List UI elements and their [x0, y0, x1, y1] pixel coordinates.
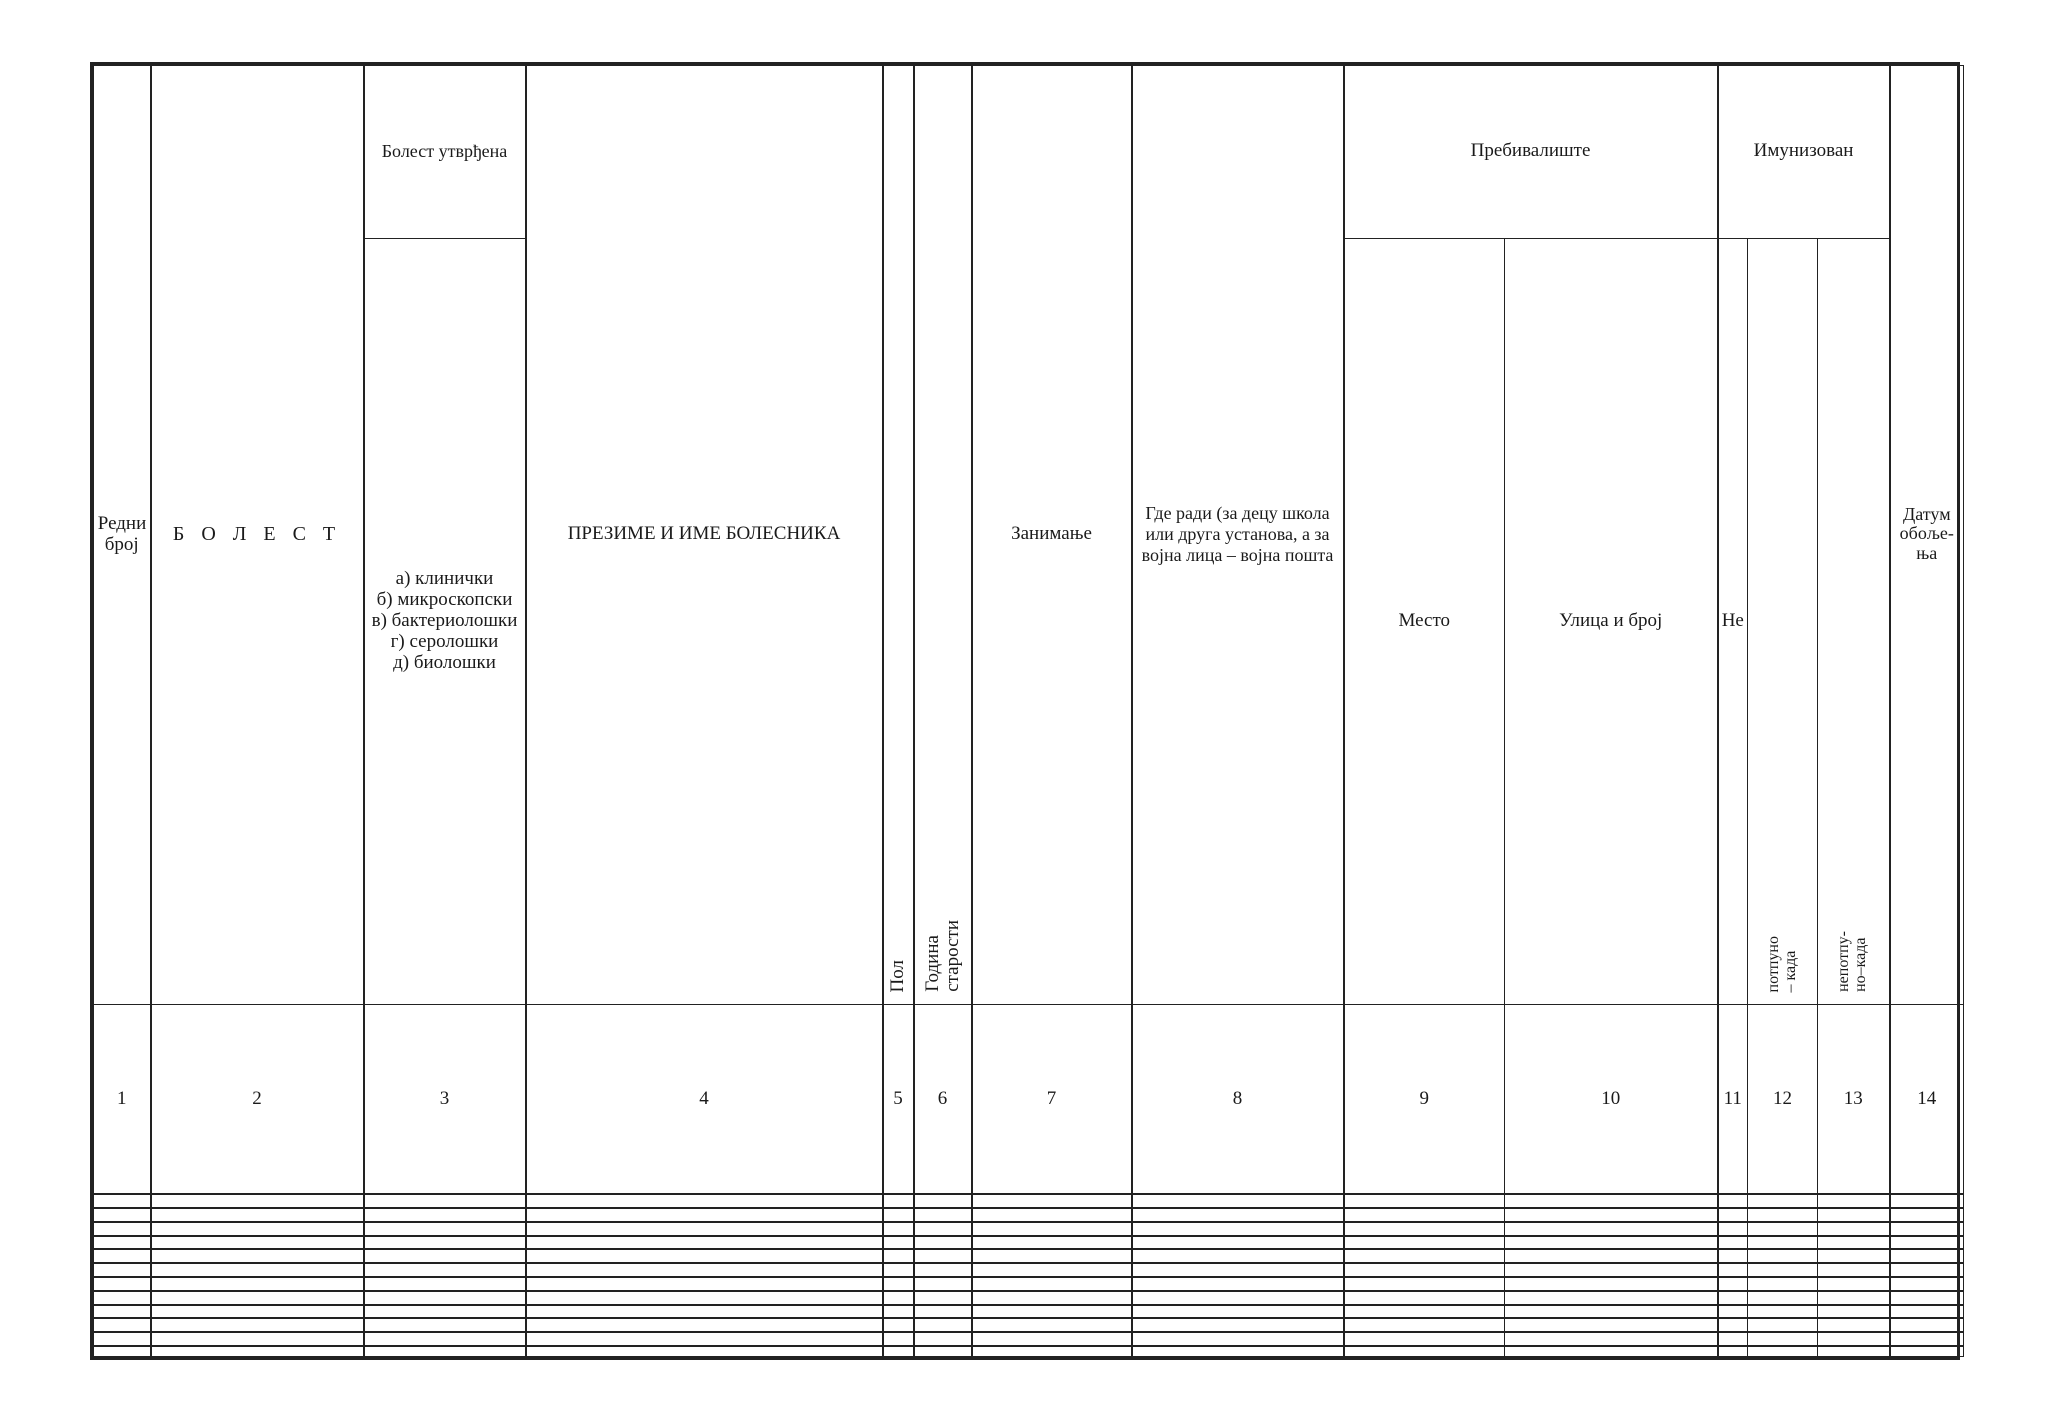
table-row: [94, 1305, 1964, 1319]
cell-place[interactable]: [1344, 1332, 1505, 1346]
cell-street-number[interactable]: [1505, 1305, 1718, 1319]
cell-fully-immunized[interactable]: [1748, 1208, 1818, 1222]
cell-not-immunized[interactable]: [1718, 1346, 1748, 1356]
cell-workplace[interactable]: [1132, 1346, 1344, 1356]
cell-ordinal[interactable]: [94, 1346, 151, 1356]
cell-place[interactable]: [1344, 1222, 1505, 1236]
cell-disease[interactable]: [151, 1208, 364, 1222]
cell-place[interactable]: [1344, 1291, 1505, 1305]
cell-age[interactable]: [914, 1291, 972, 1305]
cell-partially-immunized[interactable]: [1818, 1318, 1890, 1332]
cell-sex[interactable]: [883, 1222, 914, 1236]
cell-partially-immunized[interactable]: [1818, 1332, 1890, 1346]
cell-sex[interactable]: [883, 1318, 914, 1332]
cell-onset-date[interactable]: [1890, 1346, 1964, 1356]
cell-not-immunized[interactable]: [1718, 1222, 1748, 1236]
cell-confirmed-by[interactable]: [364, 1332, 526, 1346]
cell-workplace[interactable]: [1132, 1263, 1344, 1277]
cell-not-immunized[interactable]: [1718, 1291, 1748, 1305]
cell-street-number[interactable]: [1505, 1236, 1718, 1250]
cell-confirmed-by[interactable]: [364, 1236, 526, 1250]
cell-patient-name[interactable]: [526, 1236, 883, 1250]
cell-confirmed-by[interactable]: [364, 1208, 526, 1222]
disease-register-form: [90, 62, 1960, 1360]
cell-not-immunized[interactable]: [1718, 1305, 1748, 1319]
cell-age[interactable]: [914, 1194, 972, 1208]
cell-ordinal[interactable]: [94, 1277, 151, 1291]
column-number: 6: [914, 1004, 972, 1194]
cell-sex[interactable]: [883, 1346, 914, 1356]
cell-partially-immunized[interactable]: [1818, 1346, 1890, 1356]
cell-patient-name[interactable]: [526, 1346, 883, 1356]
table-row: [94, 1263, 1964, 1277]
cell-not-immunized[interactable]: [1718, 1318, 1748, 1332]
cell-onset-date[interactable]: [1890, 1277, 1964, 1291]
cell-onset-date[interactable]: [1890, 1291, 1964, 1305]
cell-onset-date[interactable]: [1890, 1305, 1964, 1319]
cell-place[interactable]: [1344, 1277, 1505, 1291]
cell-sex[interactable]: [883, 1277, 914, 1291]
header-patient-name: ПРЕЗИМЕ И ИМЕ БОЛЕСНИКА: [526, 66, 883, 1005]
cell-partially-immunized[interactable]: [1818, 1194, 1890, 1208]
header-street-number: Улица и број: [1505, 238, 1718, 1004]
cell-confirmed-by[interactable]: [364, 1249, 526, 1263]
method-biological: д) биолошки: [393, 651, 496, 673]
cell-not-immunized[interactable]: [1718, 1208, 1748, 1222]
column-number: 8: [1132, 1004, 1344, 1194]
cell-place[interactable]: [1344, 1249, 1505, 1263]
cell-street-number[interactable]: [1505, 1291, 1718, 1305]
table-row: [94, 1236, 1964, 1250]
cell-onset-date[interactable]: [1890, 1222, 1964, 1236]
cell-not-immunized[interactable]: [1718, 1194, 1748, 1208]
cell-age[interactable]: [914, 1236, 972, 1250]
cell-ordinal[interactable]: [94, 1194, 151, 1208]
cell-confirmed-by[interactable]: [364, 1318, 526, 1332]
cell-disease[interactable]: [151, 1318, 364, 1332]
cell-disease[interactable]: [151, 1249, 364, 1263]
cell-not-immunized[interactable]: [1718, 1277, 1748, 1291]
header-ordinal-number: Редни број: [94, 66, 151, 1005]
method-clinical: а) клинички: [395, 568, 494, 589]
cell-workplace[interactable]: [1132, 1194, 1344, 1208]
method-microscopic: б) микроскопски: [376, 588, 513, 610]
cell-occupation[interactable]: [972, 1263, 1132, 1277]
cell-occupation[interactable]: [972, 1305, 1132, 1319]
cell-patient-name[interactable]: [526, 1208, 883, 1222]
cell-street-number[interactable]: [1505, 1318, 1718, 1332]
column-number: 4: [526, 1004, 883, 1194]
header-not-immunized: Не: [1718, 238, 1748, 1004]
column-number: 10: [1505, 1004, 1718, 1194]
cell-not-immunized[interactable]: [1718, 1263, 1748, 1277]
cell-ordinal[interactable]: [94, 1291, 151, 1305]
cell-disease[interactable]: [151, 1346, 364, 1356]
method-bacteriological: в) бактериолошки: [371, 609, 518, 631]
cell-street-number[interactable]: [1505, 1194, 1718, 1208]
table-row: [94, 1277, 1964, 1291]
cell-workplace[interactable]: [1132, 1222, 1344, 1236]
cell-disease[interactable]: [151, 1332, 364, 1346]
cell-ordinal[interactable]: [94, 1263, 151, 1277]
cell-street-number[interactable]: [1505, 1222, 1718, 1236]
cell-ordinal[interactable]: [94, 1208, 151, 1222]
cell-patient-name[interactable]: [526, 1277, 883, 1291]
cell-workplace[interactable]: [1132, 1318, 1344, 1332]
cell-street-number[interactable]: [1505, 1277, 1718, 1291]
cell-occupation[interactable]: [972, 1346, 1132, 1356]
cell-street-number[interactable]: [1505, 1263, 1718, 1277]
cell-place[interactable]: [1344, 1263, 1505, 1277]
cell-confirmed-by[interactable]: [364, 1222, 526, 1236]
cell-partially-immunized[interactable]: [1818, 1291, 1890, 1305]
column-number: 2: [151, 1004, 364, 1194]
cell-age[interactable]: [914, 1249, 972, 1263]
cell-sex[interactable]: [883, 1194, 914, 1208]
cell-confirmed-by[interactable]: [364, 1291, 526, 1305]
cell-place[interactable]: [1344, 1305, 1505, 1319]
cell-confirmed-by[interactable]: [364, 1305, 526, 1319]
column-number: 5: [883, 1004, 914, 1194]
cell-age[interactable]: [914, 1263, 972, 1277]
header-partially-immunized: непотпу- но–када: [1818, 238, 1890, 1004]
cell-occupation[interactable]: [972, 1277, 1132, 1291]
cell-age[interactable]: [914, 1318, 972, 1332]
cell-confirmed-by[interactable]: [364, 1194, 526, 1208]
cell-partially-immunized[interactable]: [1818, 1277, 1890, 1291]
cell-ordinal[interactable]: [94, 1332, 151, 1346]
register-table: [93, 65, 1964, 1357]
cell-occupation[interactable]: [972, 1249, 1132, 1263]
header-residence-group: Пребивалиште: [1344, 66, 1718, 239]
cell-street-number[interactable]: [1505, 1346, 1718, 1356]
cell-occupation[interactable]: [972, 1291, 1132, 1305]
table-row: [94, 1194, 1964, 1208]
column-number: 12: [1748, 1004, 1818, 1194]
cell-place[interactable]: [1344, 1208, 1505, 1222]
cell-occupation[interactable]: [972, 1194, 1132, 1208]
header-immunized-group: Имунизован: [1718, 66, 1890, 239]
cell-workplace[interactable]: [1132, 1208, 1344, 1222]
column-number: 11: [1718, 1004, 1748, 1194]
cell-not-immunized[interactable]: [1718, 1249, 1748, 1263]
cell-fully-immunized[interactable]: [1748, 1291, 1818, 1305]
cell-fully-immunized[interactable]: [1748, 1194, 1818, 1208]
cell-occupation[interactable]: [972, 1332, 1132, 1346]
cell-age[interactable]: [914, 1208, 972, 1222]
cell-partially-immunized[interactable]: [1818, 1305, 1890, 1319]
cell-not-immunized[interactable]: [1718, 1236, 1748, 1250]
cell-fully-immunized[interactable]: [1748, 1263, 1818, 1277]
column-number: 1: [94, 1004, 151, 1194]
cell-place[interactable]: [1344, 1194, 1505, 1208]
cell-age[interactable]: [914, 1277, 972, 1291]
cell-place[interactable]: [1344, 1346, 1505, 1356]
table-row: [94, 1208, 1964, 1222]
cell-disease[interactable]: [151, 1291, 364, 1305]
cell-fully-immunized[interactable]: [1748, 1305, 1818, 1319]
cell-fully-immunized[interactable]: [1748, 1318, 1818, 1332]
cell-disease[interactable]: [151, 1277, 364, 1291]
cell-fully-immunized[interactable]: [1748, 1332, 1818, 1346]
header-confirmation-methods: [364, 238, 526, 1004]
table-row: [94, 1249, 1964, 1263]
cell-workplace[interactable]: [1132, 1236, 1344, 1250]
cell-onset-date[interactable]: [1890, 1318, 1964, 1332]
cell-workplace[interactable]: [1132, 1305, 1344, 1319]
cell-disease[interactable]: [151, 1236, 364, 1250]
cell-occupation[interactable]: [972, 1236, 1132, 1250]
column-number: 7: [972, 1004, 1132, 1194]
cell-onset-date[interactable]: [1890, 1332, 1964, 1346]
table-row: [94, 1332, 1964, 1346]
header-workplace: Где ради (за децу школа или друга установа, а за војна лица – војна пошта: [1132, 66, 1344, 1005]
cell-age[interactable]: [914, 1222, 972, 1236]
cell-partially-immunized[interactable]: [1818, 1236, 1890, 1250]
cell-disease[interactable]: [151, 1305, 364, 1319]
cell-place[interactable]: [1344, 1236, 1505, 1250]
header-age: Година старости: [914, 66, 972, 1005]
cell-fully-immunized[interactable]: [1748, 1346, 1818, 1356]
cell-patient-name[interactable]: [526, 1194, 883, 1208]
cell-ordinal[interactable]: [94, 1222, 151, 1236]
cell-street-number[interactable]: [1505, 1208, 1718, 1222]
column-number-row: [94, 1004, 1964, 1194]
header-sex: Пол: [883, 66, 914, 1005]
cell-onset-date[interactable]: [1890, 1236, 1964, 1250]
cell-fully-immunized[interactable]: [1748, 1222, 1818, 1236]
cell-workplace[interactable]: [1132, 1277, 1344, 1291]
cell-patient-name[interactable]: [526, 1318, 883, 1332]
cell-disease[interactable]: [151, 1263, 364, 1277]
cell-age[interactable]: [914, 1346, 972, 1356]
cell-ordinal[interactable]: [94, 1305, 151, 1319]
column-number: 9: [1344, 1004, 1505, 1194]
cell-partially-immunized[interactable]: [1818, 1208, 1890, 1222]
cell-occupation[interactable]: [972, 1318, 1132, 1332]
cell-disease[interactable]: [151, 1222, 364, 1236]
cell-onset-date[interactable]: [1890, 1263, 1964, 1277]
cell-onset-date[interactable]: [1890, 1194, 1964, 1208]
cell-fully-immunized[interactable]: [1748, 1249, 1818, 1263]
header-disease-confirmed: Болест утврђена: [364, 66, 526, 239]
cell-confirmed-by[interactable]: [364, 1346, 526, 1356]
cell-confirmed-by[interactable]: [364, 1263, 526, 1277]
table-row: [94, 1222, 1964, 1236]
cell-disease[interactable]: [151, 1194, 364, 1208]
cell-sex[interactable]: [883, 1332, 914, 1346]
cell-ordinal[interactable]: [94, 1318, 151, 1332]
cell-sex[interactable]: [883, 1305, 914, 1319]
cell-partially-immunized[interactable]: [1818, 1263, 1890, 1277]
cell-ordinal[interactable]: [94, 1249, 151, 1263]
column-number: 3: [364, 1004, 526, 1194]
cell-onset-date[interactable]: [1890, 1249, 1964, 1263]
cell-fully-immunized[interactable]: [1748, 1236, 1818, 1250]
column-number: 14: [1890, 1004, 1964, 1194]
header-occupation: Занимање: [972, 66, 1132, 1005]
cell-not-immunized[interactable]: [1718, 1332, 1748, 1346]
cell-sex[interactable]: [883, 1263, 914, 1277]
cell-street-number[interactable]: [1505, 1332, 1718, 1346]
cell-place[interactable]: [1344, 1318, 1505, 1332]
column-number: 13: [1818, 1004, 1890, 1194]
header-onset-date: Датум обоље-ња: [1890, 66, 1964, 1005]
cell-sex[interactable]: [883, 1291, 914, 1305]
cell-workplace[interactable]: [1132, 1249, 1344, 1263]
cell-partially-immunized[interactable]: [1818, 1222, 1890, 1236]
cell-patient-name[interactable]: [526, 1305, 883, 1319]
table-row: [94, 1291, 1964, 1305]
cell-sex[interactable]: [883, 1208, 914, 1222]
cell-partially-immunized[interactable]: [1818, 1249, 1890, 1263]
cell-onset-date[interactable]: [1890, 1208, 1964, 1222]
cell-patient-name[interactable]: [526, 1249, 883, 1263]
table-row: [94, 1346, 1964, 1356]
cell-fully-immunized[interactable]: [1748, 1277, 1818, 1291]
cell-sex[interactable]: [883, 1236, 914, 1250]
cell-sex[interactable]: [883, 1249, 914, 1263]
cell-workplace[interactable]: [1132, 1291, 1344, 1305]
header-place: Место: [1344, 238, 1505, 1004]
cell-patient-name[interactable]: [526, 1222, 883, 1236]
cell-occupation[interactable]: [972, 1222, 1132, 1236]
cell-occupation[interactable]: [972, 1208, 1132, 1222]
cell-confirmed-by[interactable]: [364, 1277, 526, 1291]
cell-age[interactable]: [914, 1332, 972, 1346]
cell-ordinal[interactable]: [94, 1236, 151, 1250]
cell-age[interactable]: [914, 1305, 972, 1319]
cell-patient-name[interactable]: [526, 1263, 883, 1277]
cell-workplace[interactable]: [1132, 1332, 1344, 1346]
cell-patient-name[interactable]: [526, 1332, 883, 1346]
method-serological: г) серолошки: [390, 630, 499, 652]
header-fully-immunized: потпуно – када: [1748, 238, 1818, 1004]
cell-street-number[interactable]: [1505, 1249, 1718, 1263]
table-row: [94, 1318, 1964, 1332]
cell-patient-name[interactable]: [526, 1291, 883, 1305]
header-disease: Б О Л Е С Т: [151, 66, 364, 1005]
